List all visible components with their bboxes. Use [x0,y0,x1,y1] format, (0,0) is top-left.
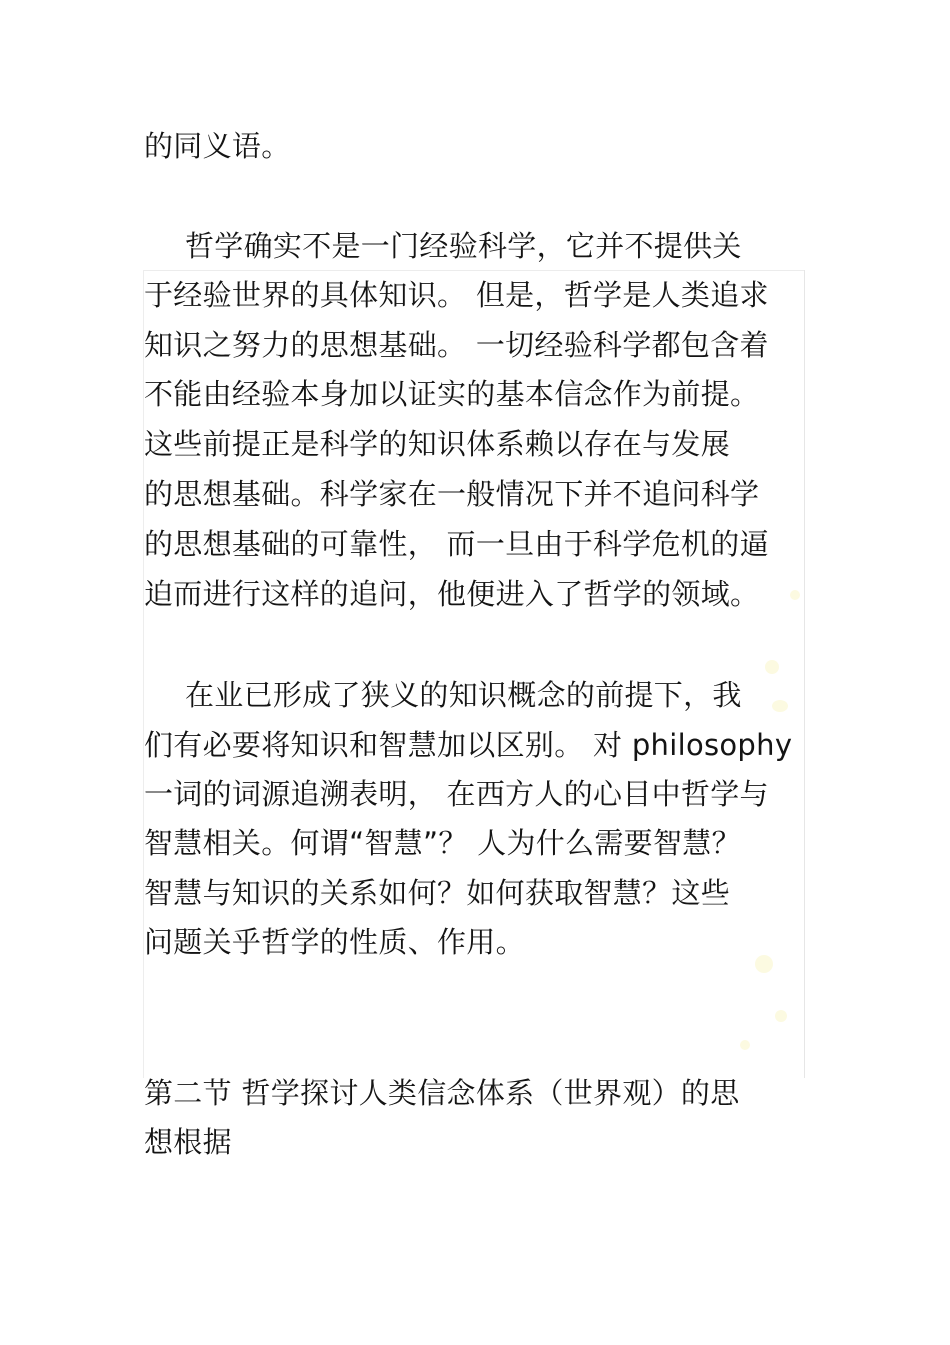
text-line: 这些前提正是科学的知识体系赖以存在与发展 [144,427,731,461]
scan-speck [755,955,773,973]
text-line: 于经验世界的具体知识。 但是，哲学是人类追求 [144,278,769,312]
text-line: 智慧相关。何谓“智慧”？ 人为什么需要智慧？ [144,826,741,860]
scan-frame-right [804,270,805,1078]
text-line: 一词的词源追溯表明， 在西方人的心目中哲学与 [144,777,769,811]
text-line: 不能由经验本身加以证实的基本信念作为前提。 [144,377,760,411]
section-heading: 想根据 [144,1125,232,1159]
text-line: 在业已形成了狭义的知识概念的前提下，我 [185,678,742,712]
scan-speck [740,1040,750,1050]
text-line: 的思想基础。科学家在一般情况下并不追问科学 [144,477,760,511]
section-heading: 第二节 哲学探讨人类信念体系（世界观）的思 [144,1076,740,1110]
text-line: 的同义语。 [144,129,291,163]
scan-speck [790,590,800,600]
scan-speck [772,700,788,712]
text-line: 智慧与知识的关系如何？如何获取智慧？这些 [144,876,731,910]
scan-speck [775,1010,787,1022]
scan-frame-top [143,270,805,271]
text-line: 问题关乎哲学的性质、作用。 [144,925,525,959]
scan-speck [765,660,779,674]
text-line: 哲学确实不是一门经验科学，它并不提供关 [185,229,742,263]
text-line: 迫而进行这样的追问，他便进入了哲学的领域。 [144,577,760,611]
text-line: 们有必要将知识和智慧加以区别。 对 philosophy [144,728,793,762]
text-line: 的思想基础的可靠性， 而一旦由于科学危机的逼 [144,527,769,561]
text-line: 知识之努力的思想基础。 一切经验科学都包含着 [144,328,769,362]
